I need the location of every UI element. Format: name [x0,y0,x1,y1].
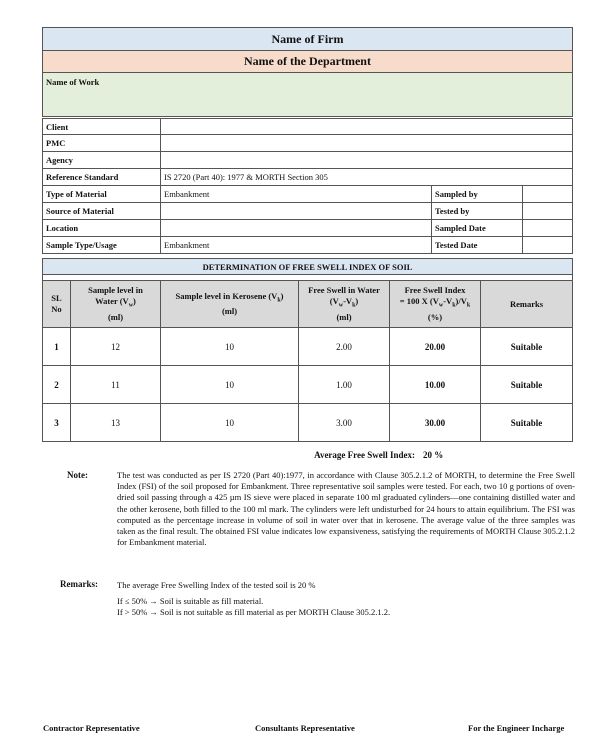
type-of-material-value: Embankment [160,186,432,203]
agency-row [42,152,573,169]
tested-by-label: Tested by [431,203,523,220]
col-header-fsi: Free Swell Index = 100 X $(V_w-V_k)/V_k$ (%) [389,280,481,328]
row3-water: 13 [70,404,161,442]
row1-kerosene: 10 [160,328,299,366]
row2-swell: 1.00 [298,366,390,404]
source-of-material-value [160,203,432,220]
sample-type-label: Sample Type/Usage [42,237,161,254]
name-of-work-label: Name of Work [46,77,100,87]
client-label: Client [42,118,161,135]
row3-swell: 3.00 [298,404,390,442]
sampled-date-value [522,220,573,237]
pmc-value [160,135,573,152]
type-of-material-label: Type of Material [42,186,161,203]
remarks-label: Remarks: [60,579,98,589]
row1-remarks: Suitable [480,328,573,366]
col-header-free-swell: Free Swell in Water $(V_w-V_k)$ (ml) [298,280,390,328]
agency-label: Agency [42,152,161,169]
sampled-date-label: Sampled Date [431,220,523,237]
row3-fsi: 30.00 [389,404,481,442]
sample-type-value: Embankment [160,237,432,254]
agency-value [160,152,573,169]
contractor-signature-label: Contractor Representative [43,723,140,733]
tested-date-label: Tested Date [431,237,523,254]
average-fsi-label: Average Free Swell Index: [314,450,415,460]
note-text: The test was conducted as per IS 2720 (Part 40):1977, in accordance with Clause 305.2.1.2 of MORTH, to determine the Free Swell Index (FSI) of the soil proposed for Embankment. Three representative soil samples were tested. For each, two 10 g portions of oven-dried soil passing through a 425 µm IS sieve were placed in separate 100 ml graduated cylinders—one containing distilled water and the other kerosene, both filled to the 100 ml mark. The cylinders were left undisturbed for 24 hours to attain equilibrium. The FSI was computed as the percentage increase in volume of soil in water over that in kerosene. The average value of the three samples was taken as the final result. The obtained FSI value indicates low expansiveness, satisfying the requirements of MORTH Clause 305.2.1.2 for Embankment material. [117,470,575,548]
col-header-water-level: Sample level in Water $(V_w)$ (ml) [70,280,161,328]
col-header-sl-no: SL No [42,280,71,328]
source-of-material-row [42,203,573,220]
tested-date-value [522,237,573,254]
row1-swell: 2.00 [298,328,390,366]
pmc-row [42,135,573,152]
location-label: Location [42,220,161,237]
row1-sl: 1 [42,328,71,366]
location-row [42,220,573,237]
remarks-text [117,580,557,619]
type-of-material-row [42,186,573,203]
name-of-work-field [42,73,573,117]
average-fsi-value: 20 % [423,450,444,460]
department-name-header: Name of the Department [42,51,573,73]
reference-standard-label: Reference Standard [42,169,161,186]
col-header-kerosene-level: Sample level in Kerosene $(V_k)$ (ml) [160,280,299,328]
client-value [160,118,573,135]
sampled-by-label: Sampled by [431,186,523,203]
row3-remarks: Suitable [480,404,573,442]
row3-kerosene: 10 [160,404,299,442]
consultants-signature-label: Consultants Representative [255,723,355,733]
row2-kerosene: 10 [160,366,299,404]
col-header-remarks: Remarks [480,280,573,328]
row2-remarks: Suitable [480,366,573,404]
firm-name-header: Name of Firm [42,27,573,51]
remarks-line-3: If > 50% → Soil is not suitable as fill material as per MORTH Clause 305.2.1.2. [117,607,391,617]
location-value [160,220,432,237]
reference-standard-row [42,169,573,186]
row1-fsi: 20.00 [389,328,481,366]
note-label: Note: [67,470,88,480]
reference-standard-value: IS 2720 (Part 40): 1977 & MORTH Section 305 [160,169,573,186]
source-of-material-label: Source of Material [42,203,161,220]
row2-sl: 2 [42,366,71,404]
remarks-line-2: If ≤ 50% → Soil is suitable as fill material. [117,595,264,606]
pmc-label: PMC [42,135,161,152]
client-row [42,118,573,135]
tested-by-value [522,203,573,220]
remarks-line-1: The average Free Swelling Index of the tested soil is 20 % [117,580,316,590]
sample-type-row [42,237,573,254]
fsi-table-title: DETERMINATION OF FREE SWELL INDEX OF SOIL [42,258,573,275]
sampled-by-value [522,186,573,203]
row2-water: 11 [70,366,161,404]
row3-sl: 3 [42,404,71,442]
engineer-signature-label: For the Engineer Incharge [468,723,565,733]
row2-fsi: 10.00 [389,366,481,404]
row1-water: 12 [70,328,161,366]
